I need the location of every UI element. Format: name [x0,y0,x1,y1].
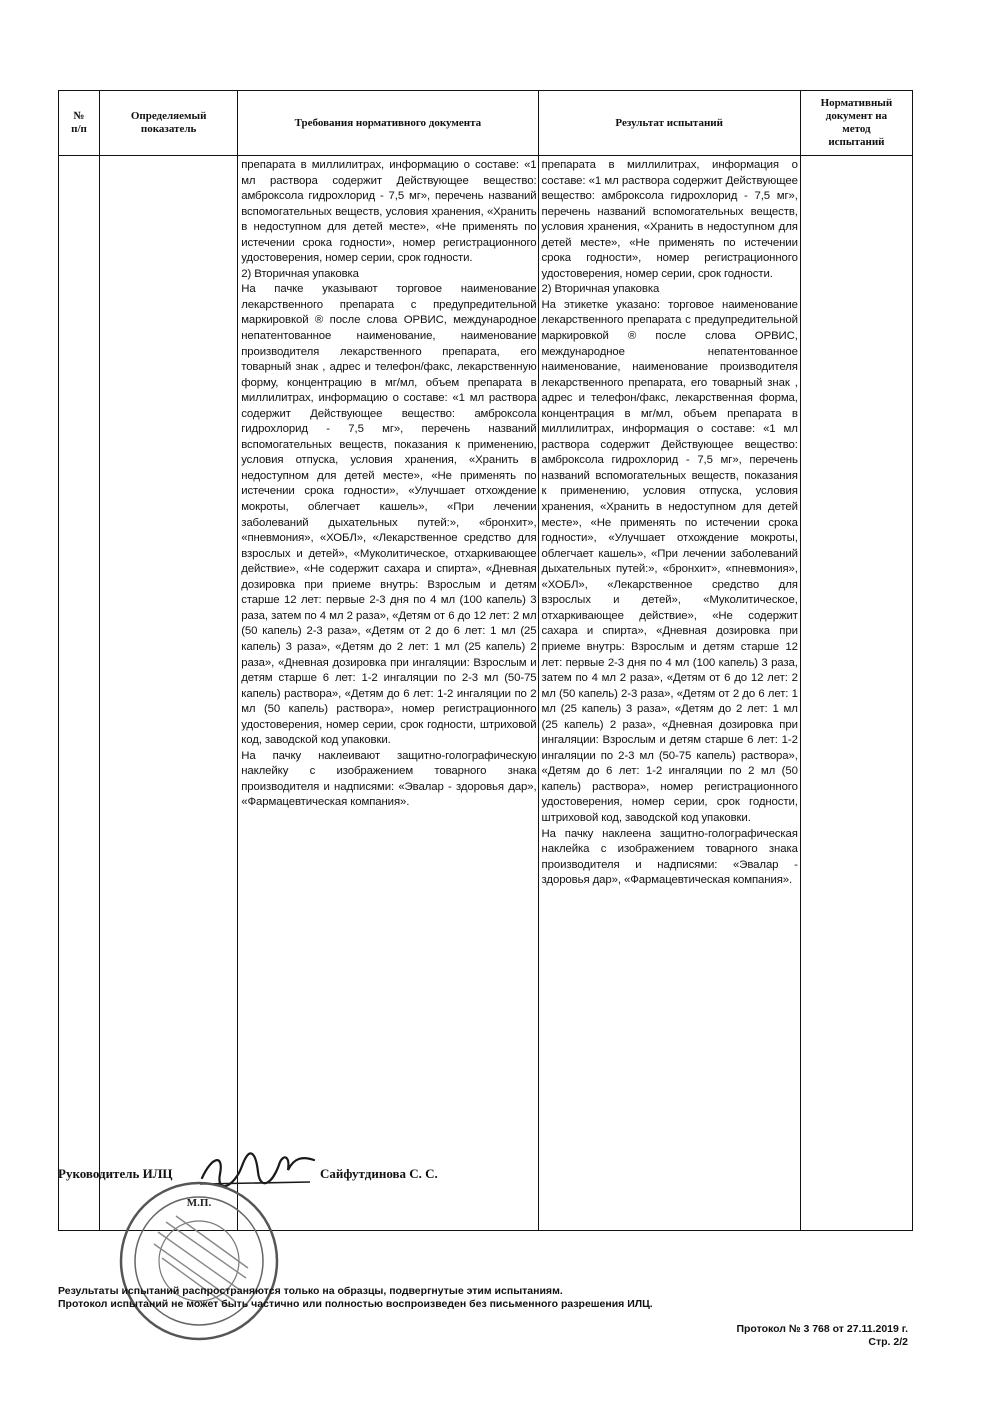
cell-method [800,156,912,1231]
protocol-table [58,90,913,1231]
seal-stamp [118,1180,280,1342]
header-result: Результат испытаний [538,91,800,156]
disclaimer-notes [58,1285,653,1311]
signer-name: Сайфутдинова С. С. [320,1166,438,1181]
table-header-row [59,91,913,156]
page-number: Стр. 2/2 [868,1336,908,1348]
cell-num [59,156,100,1231]
disclaimer-line-1: Результаты испытаний распространяются только на образцы, подвергнутые этим испытаниям. [58,1285,563,1297]
protocol-number: Протокол № 3 768 от 27.11.2019 г. [736,1323,908,1335]
signer-label: Руководитель ИЛЦ [58,1166,173,1181]
header-method: Нормативный документ на метод испытаний [800,91,912,156]
cell-requirements: препарата в миллилитрах, информацию о составе: «1 мл раствора содержит Действующее вещество: амброксола гидрохлорид - 7,5 мг», перечень названий вспомогательных веществ, условия хранения, «Хранить в недоступном для детей месте», «Не применять по истечении срока годности», номер регистрационного удостоверения, номер серии, срок годности. 2) Вторичная упаковка На пачке указывают торговое наименование лекарственного препарата с предупредительной маркировкой ® после слова ОРВИС, международное непатентованное наименование, наименование производителя лекарственного препарата, его товарный знак , адрес и телефон/факс, лекарственную форму, концентрацию в мг/мл, объем препарата в миллилитрах, информацию о составе: «1 мл раствора содержит Действующее вещество: амброксола гидрохлорид - 7,5 мг», перечень названий вспомогательных веществ, показания к применению, условия отпуска, условия хранения, «Хранить в недоступном для детей месте», «Не применять по истечении срока годности», «Улучшает отхождение мокроты, облегчает кашель», «При лечении заболеваний дыхательных путей:», «бронхит», «пневмония», «ХОБЛ», «Лекарственное средство для взрослых и детей», «Муколитическое, отхаркивающее действие», «Не содержит сахара и спирта», «Дневная дозировка при приеме внутрь: Взрослым и детям старше 12 лет: первые 2-3 дня по 4 мл (100 капель) 3 раза, затем по 4 мл 2 раза», «Детям от 6 до 12 лет: 2 мл (50 капель) 2-3 раза», «Детям от 2 до 6 лет: 1 мл (25 капель) 3 раза», «Детям до 2 лет: 1 мл (25 капель) 2 раза», «Дневная дозировка при ингаляции: Взрослым и детям старше 6 лет: 1-2 ингаляции по 2-3 мл (50-75 капель) раствора», «Детям до 6 лет: 1-2 ингаляции по 2 мл (50 капель) раствора», номер регистрационного удостоверения, номер серии, срок годности, штриховой код, заводской код упаковки. На пачку наклеивают защитно-голографическую наклейку с изображением товарного знака производителя и надписями: «Эвалар - здоровья дар», «Фармацевтическая компания». [238,156,538,1231]
stamp-label: М.П. [186,1197,212,1209]
cell-result: препарата в миллилитрах, информация о составе: «1 мл раствора содержит Действующее вещество: амброксола гидрохлорид - 7,5 мг», перечень названий вспомогательных веществ, условия хранения, «Хранить в недоступном для детей месте», «Не применять по истечении срока годности», номер регистрационного удостоверения, номер серии, срок годности. 2) Вторичная упаковка На этикетке указано: торговое наименование лекарственного препарата с предупредительной маркировкой ® после слова ОРВИС, международное непатентованное наименование, наименование производителя лекарственного препарата, его товарный знак , адрес и телефон/факс, лекарственная форма, концентрация в мг/мл, объем препарата в миллилитрах, информация о составе: «1 мл раствора содержит Действующее вещество: амброксола гидрохлорид - 7,5 мг», перечень названий вспомогательных веществ, показания к применению, условия отпуска, условия хранения, «Хранить в недоступном для детей месте», «Не применять по истечении срока годности», «Улучшает отхождение мокроты, облегчает кашель», «При лечении заболеваний дыхательных путей:», «бронхит», «пневмония», «ХОБЛ», «Лекарственное средство для взрослых и детей», «Муколитическое, отхаркивающее действие», «Не содержит сахара и спирта», «Дневная дозировка при приеме внутрь: Взрослым и детям старше 12 лет: первые 2-3 дня по 4 мл (100 капель) 3 раза, затем по 4 мл 2 раза», «Детям от 6 до 12 лет: 2 мл (50 капель) 2-3 раза», «Детям от 2 до 6 лет: 1 мл (25 капель) 3 раза», «Детям до 2 лет: 1 мл (25 капель) 2 раза», «Дневная дозировка при ингаляции: Взрослым и детям старше 6 лет: 1-2 ингаляции по 2-3 мл (50-75 капель) раствора», «Детям до 6 лет: 1-2 ингаляции по 2 мл (50 капель) раствора», номер регистрационного удостоверения, номер серии, срок годности, штриховой код, заводской код упаковки. На пачку наклеена защитно-голографическая наклейка с изображением товарного знака производителя и надписями: «Эвалар - здоровья дар», «Фармацевтическая компания». [538,156,800,1231]
header-parameter: Определяемый показатель [100,91,238,156]
header-num: № п/п [59,91,100,156]
cell-parameter [100,156,238,1231]
protocol-reference [736,1323,908,1349]
disclaimer-line-2: Протокол испытаний не может быть частично или полностью воспроизведен без письменного разрешения ИЛЦ. [58,1298,653,1310]
header-requirements: Требования нормативного документа [238,91,538,156]
table-row [59,156,913,1231]
